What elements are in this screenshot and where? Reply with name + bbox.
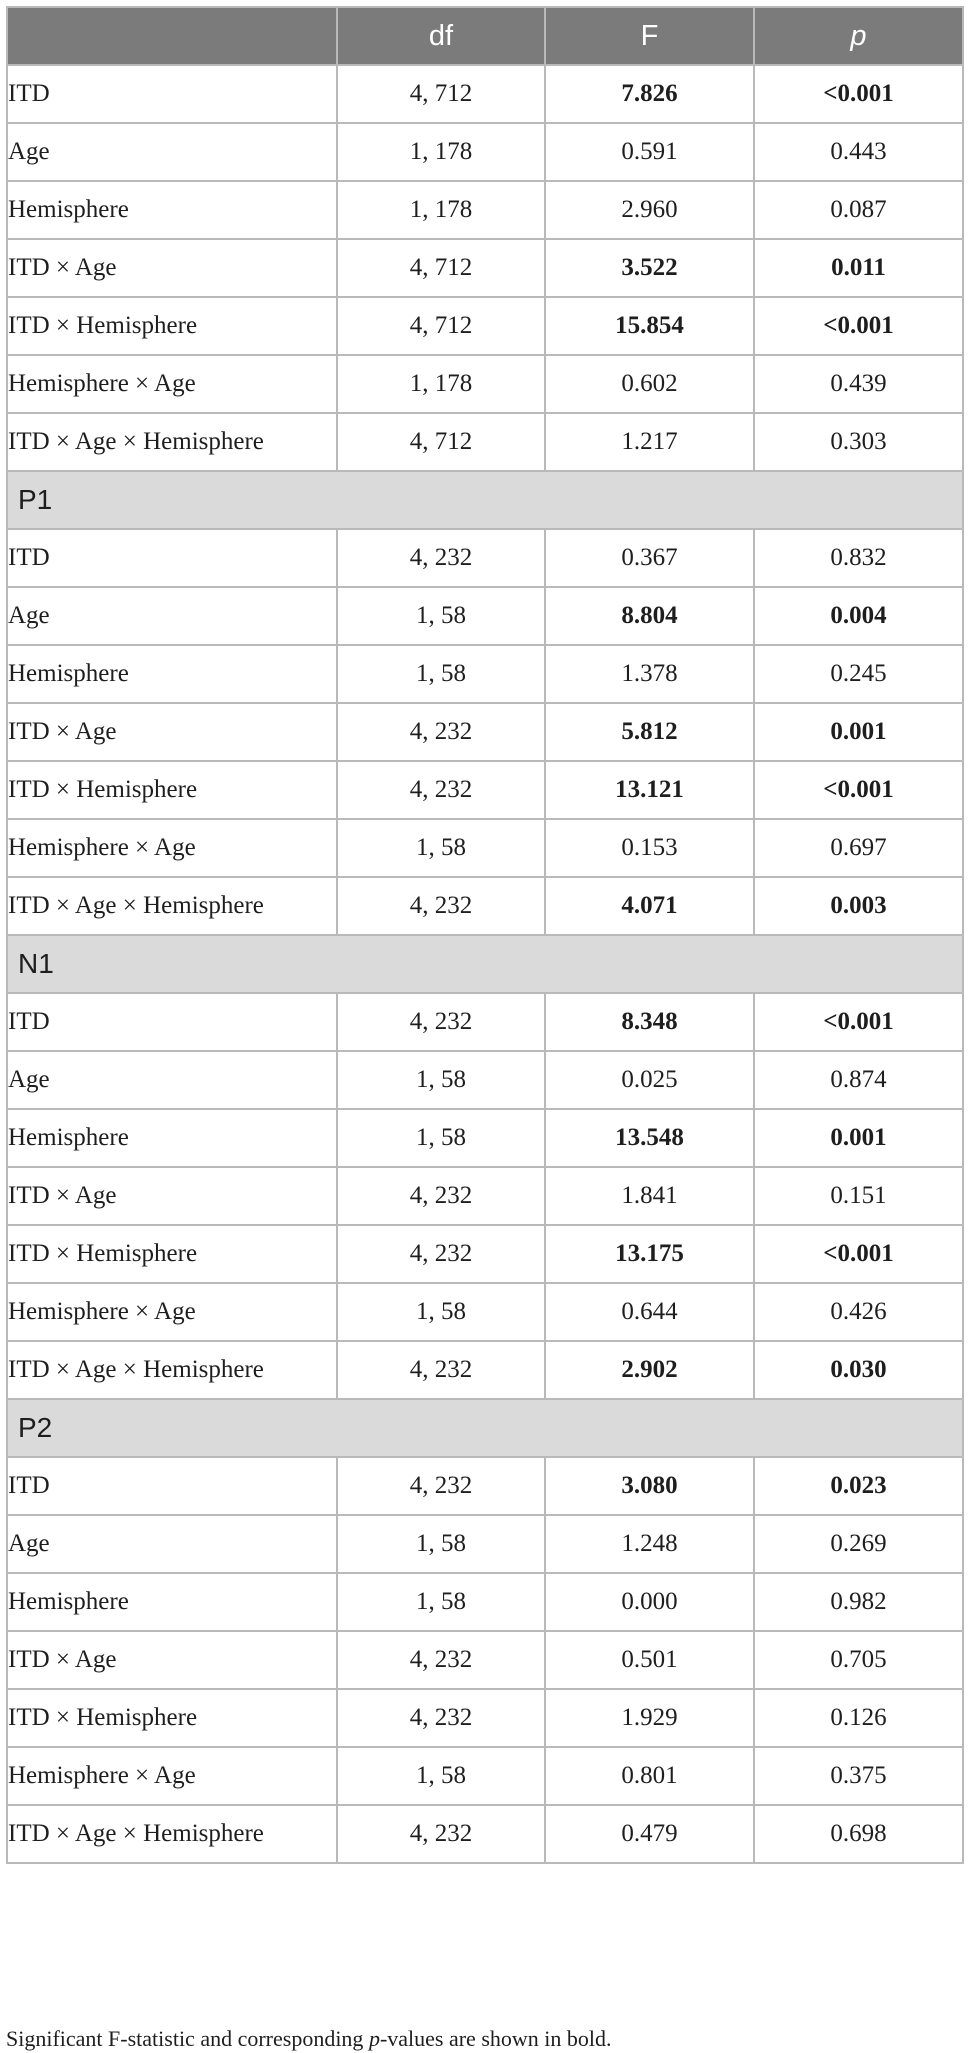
cell-f-value: 3.522 — [545, 239, 754, 297]
table-row — [7, 297, 963, 355]
cell-df: 1, 58 — [337, 1051, 545, 1109]
cell-f-value: 7.826 — [545, 65, 754, 123]
cell-f-value: 0.000 — [545, 1573, 754, 1631]
header-term — [7, 7, 337, 65]
cell-df: 1, 58 — [337, 587, 545, 645]
table-row — [7, 529, 963, 587]
section-label: P1 — [7, 471, 963, 529]
cell-f-value: 0.591 — [545, 123, 754, 181]
cell-df: 4, 232 — [337, 1457, 545, 1515]
table-row — [7, 65, 963, 123]
section-row-n1 — [7, 935, 963, 993]
cell-f-value: 4.071 — [545, 877, 754, 935]
table-footnote — [6, 2026, 612, 2052]
cell-p-value: <0.001 — [754, 65, 963, 123]
cell-term: ITD × Age — [7, 1631, 337, 1689]
cell-f-value: 3.080 — [545, 1457, 754, 1515]
cell-f-value: 0.367 — [545, 529, 754, 587]
cell-f-value: 15.854 — [545, 297, 754, 355]
cell-term: ITD × Age × Hemisphere — [7, 877, 337, 935]
cell-f-value: 1.217 — [545, 413, 754, 471]
table-row — [7, 181, 963, 239]
table-body — [7, 65, 963, 1863]
cell-df: 4, 712 — [337, 413, 545, 471]
cell-term: ITD × Hemisphere — [7, 1225, 337, 1283]
cell-term: ITD — [7, 65, 337, 123]
cell-term: Hemisphere × Age — [7, 1283, 337, 1341]
cell-p-value: 0.697 — [754, 819, 963, 877]
cell-term: Age — [7, 1051, 337, 1109]
footnote-italic-p: p — [368, 2026, 380, 2051]
table-row — [7, 123, 963, 181]
cell-df: 1, 178 — [337, 355, 545, 413]
table-row — [7, 587, 963, 645]
footnote-text-before: Significant F-statistic and corresponding — [6, 2026, 369, 2051]
cell-term: ITD × Age — [7, 703, 337, 761]
cell-f-value: 0.644 — [545, 1283, 754, 1341]
cell-term: ITD × Hemisphere — [7, 297, 337, 355]
cell-f-value: 1.248 — [545, 1515, 754, 1573]
cell-term: ITD × Age × Hemisphere — [7, 1805, 337, 1863]
cell-df: 4, 232 — [337, 529, 545, 587]
cell-p-value: 0.011 — [754, 239, 963, 297]
cell-df: 4, 232 — [337, 1631, 545, 1689]
table-row — [7, 1689, 963, 1747]
cell-p-value: 0.443 — [754, 123, 963, 181]
cell-f-value: 0.479 — [545, 1805, 754, 1863]
cell-f-value: 1.929 — [545, 1689, 754, 1747]
footnote-text-after: -values are shown in bold. — [379, 2026, 612, 2051]
cell-df: 1, 178 — [337, 181, 545, 239]
cell-df: 4, 232 — [337, 877, 545, 935]
table-header — [7, 7, 963, 65]
cell-p-value: 0.439 — [754, 355, 963, 413]
cell-f-value: 0.501 — [545, 1631, 754, 1689]
cell-df: 4, 712 — [337, 65, 545, 123]
cell-df: 4, 232 — [337, 761, 545, 819]
cell-f-value: 0.602 — [545, 355, 754, 413]
cell-f-value: 2.960 — [545, 181, 754, 239]
cell-f-value: 5.812 — [545, 703, 754, 761]
cell-term: Age — [7, 123, 337, 181]
cell-p-value: 0.004 — [754, 587, 963, 645]
cell-term: Hemisphere × Age — [7, 819, 337, 877]
cell-f-value: 2.902 — [545, 1341, 754, 1399]
section-row-p1 — [7, 471, 963, 529]
cell-term: Age — [7, 587, 337, 645]
table-row — [7, 1747, 963, 1805]
cell-df: 1, 58 — [337, 1109, 545, 1167]
table-row — [7, 1051, 963, 1109]
cell-f-value: 1.841 — [545, 1167, 754, 1225]
cell-p-value: <0.001 — [754, 1225, 963, 1283]
table-row — [7, 703, 963, 761]
cell-term: ITD — [7, 529, 337, 587]
cell-df: 4, 232 — [337, 703, 545, 761]
header-p: p — [754, 7, 963, 65]
cell-f-value: 8.804 — [545, 587, 754, 645]
stats-table-container — [6, 6, 962, 1864]
cell-df: 4, 712 — [337, 297, 545, 355]
cell-p-value: 0.030 — [754, 1341, 963, 1399]
cell-f-value: 0.153 — [545, 819, 754, 877]
table-row — [7, 1341, 963, 1399]
cell-f-value: 1.378 — [545, 645, 754, 703]
header-df: df — [337, 7, 545, 65]
cell-term: ITD × Age × Hemisphere — [7, 1341, 337, 1399]
cell-df: 4, 232 — [337, 993, 545, 1051]
cell-term: ITD × Age × Hemisphere — [7, 413, 337, 471]
cell-df: 4, 232 — [337, 1341, 545, 1399]
cell-term: ITD × Age — [7, 1167, 337, 1225]
cell-p-value: 0.151 — [754, 1167, 963, 1225]
section-label: N1 — [7, 935, 963, 993]
cell-f-value: 13.121 — [545, 761, 754, 819]
cell-p-value: 0.245 — [754, 645, 963, 703]
cell-p-value: 0.982 — [754, 1573, 963, 1631]
cell-p-value: <0.001 — [754, 297, 963, 355]
cell-term: ITD × Hemisphere — [7, 761, 337, 819]
cell-term: Hemisphere × Age — [7, 355, 337, 413]
table-row — [7, 413, 963, 471]
cell-p-value: 0.126 — [754, 1689, 963, 1747]
cell-p-value: 0.426 — [754, 1283, 963, 1341]
table-row — [7, 1109, 963, 1167]
cell-f-value: 0.025 — [545, 1051, 754, 1109]
cell-p-value: 0.001 — [754, 1109, 963, 1167]
cell-f-value: 13.175 — [545, 1225, 754, 1283]
header-f: F — [545, 7, 754, 65]
table-row — [7, 1805, 963, 1863]
cell-p-value: 0.001 — [754, 703, 963, 761]
cell-term: Hemisphere — [7, 1573, 337, 1631]
cell-term: ITD × Hemisphere — [7, 1689, 337, 1747]
section-label: P2 — [7, 1399, 963, 1457]
table-row — [7, 645, 963, 703]
table-row — [7, 993, 963, 1051]
cell-df: 1, 58 — [337, 1747, 545, 1805]
cell-term: Hemisphere — [7, 1109, 337, 1167]
table-row — [7, 1631, 963, 1689]
cell-df: 4, 232 — [337, 1167, 545, 1225]
cell-term: ITD × Age — [7, 239, 337, 297]
cell-df: 1, 58 — [337, 1573, 545, 1631]
cell-p-value: 0.705 — [754, 1631, 963, 1689]
cell-df: 1, 58 — [337, 1283, 545, 1341]
cell-p-value: 0.832 — [754, 529, 963, 587]
cell-term: ITD — [7, 993, 337, 1051]
table-row — [7, 761, 963, 819]
cell-term: Hemisphere — [7, 645, 337, 703]
anova-results-table — [6, 6, 964, 1864]
table-row — [7, 1457, 963, 1515]
cell-p-value: 0.375 — [754, 1747, 963, 1805]
table-row — [7, 877, 963, 935]
cell-term: Age — [7, 1515, 337, 1573]
cell-p-value: <0.001 — [754, 761, 963, 819]
cell-df: 1, 58 — [337, 645, 545, 703]
cell-p-value: 0.303 — [754, 413, 963, 471]
cell-df: 4, 232 — [337, 1689, 545, 1747]
cell-df: 4, 232 — [337, 1805, 545, 1863]
cell-term: Hemisphere × Age — [7, 1747, 337, 1805]
cell-df: 4, 712 — [337, 239, 545, 297]
cell-p-value: 0.003 — [754, 877, 963, 935]
cell-p-value: <0.001 — [754, 993, 963, 1051]
cell-p-value: 0.087 — [754, 181, 963, 239]
cell-term: ITD — [7, 1457, 337, 1515]
cell-df: 4, 232 — [337, 1225, 545, 1283]
cell-p-value: 0.874 — [754, 1051, 963, 1109]
table-row — [7, 1225, 963, 1283]
cell-p-value: 0.023 — [754, 1457, 963, 1515]
cell-term: Hemisphere — [7, 181, 337, 239]
cell-f-value: 0.801 — [545, 1747, 754, 1805]
table-row — [7, 1167, 963, 1225]
cell-p-value: 0.698 — [754, 1805, 963, 1863]
section-row-p2 — [7, 1399, 963, 1457]
cell-f-value: 8.348 — [545, 993, 754, 1051]
cell-df: 1, 178 — [337, 123, 545, 181]
cell-df: 1, 58 — [337, 1515, 545, 1573]
cell-f-value: 13.548 — [545, 1109, 754, 1167]
table-row — [7, 239, 963, 297]
cell-p-value: 0.269 — [754, 1515, 963, 1573]
cell-df: 1, 58 — [337, 819, 545, 877]
table-row — [7, 819, 963, 877]
table-row — [7, 1573, 963, 1631]
table-row — [7, 1515, 963, 1573]
table-row — [7, 1283, 963, 1341]
header-row — [7, 7, 963, 65]
table-row — [7, 355, 963, 413]
